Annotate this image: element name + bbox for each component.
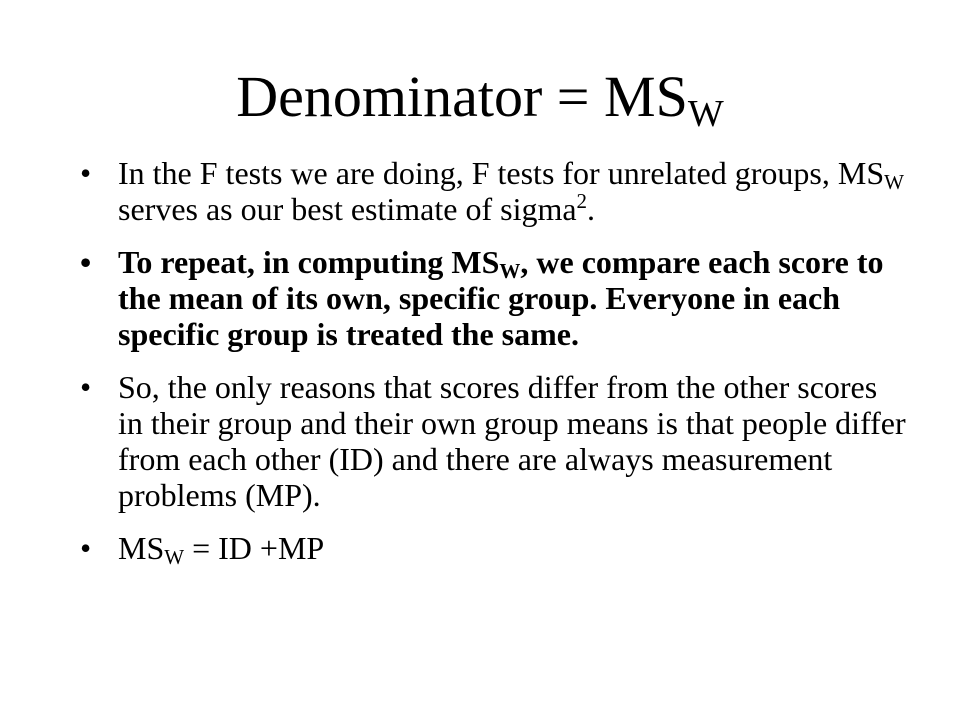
bullet-text-part: To repeat, in computing MS — [118, 244, 500, 280]
bullet-list — [80, 155, 910, 583]
bullet-text: So, the only reasons that scores differ from the other scores in their group and their own group means is that people differ from each other (ID) and there are always measurement problems (MP). — [118, 369, 906, 513]
bullet-icon: • — [80, 369, 92, 405]
bullet-icon: • — [80, 530, 92, 566]
slide-title-main: Denominator = MS — [236, 64, 688, 129]
slide-title — [0, 62, 960, 135]
bullet-item-formula — [80, 530, 910, 569]
slide-title-subscript: W — [687, 93, 724, 135]
bullet-text-part: = ID +MP — [184, 530, 325, 566]
bullet-icon: • — [80, 155, 92, 191]
bullet-superscript: 2 — [576, 189, 588, 213]
bullet-subscript: W — [164, 545, 185, 569]
bullet-text-part: serves as our best estimate of sigma — [118, 191, 577, 227]
bullet-icon: • — [80, 244, 92, 280]
bullet-item-to-repeat — [80, 244, 910, 352]
bullet-subscript: W — [499, 259, 521, 283]
bullet-subscript: W — [884, 170, 904, 194]
bullet-item-reasons — [80, 369, 910, 513]
bullet-text-part: , we compare each score to the mean of its own, specific group. Everyone in each specific group is treated the same. — [118, 244, 884, 352]
bullet-text-part: . — [587, 191, 596, 227]
bullet-item-f-tests — [80, 155, 910, 227]
bullet-text-part: MS — [118, 530, 165, 566]
bullet-text-part: In the F tests we are doing, F tests for unrelated groups, MS — [118, 155, 885, 191]
